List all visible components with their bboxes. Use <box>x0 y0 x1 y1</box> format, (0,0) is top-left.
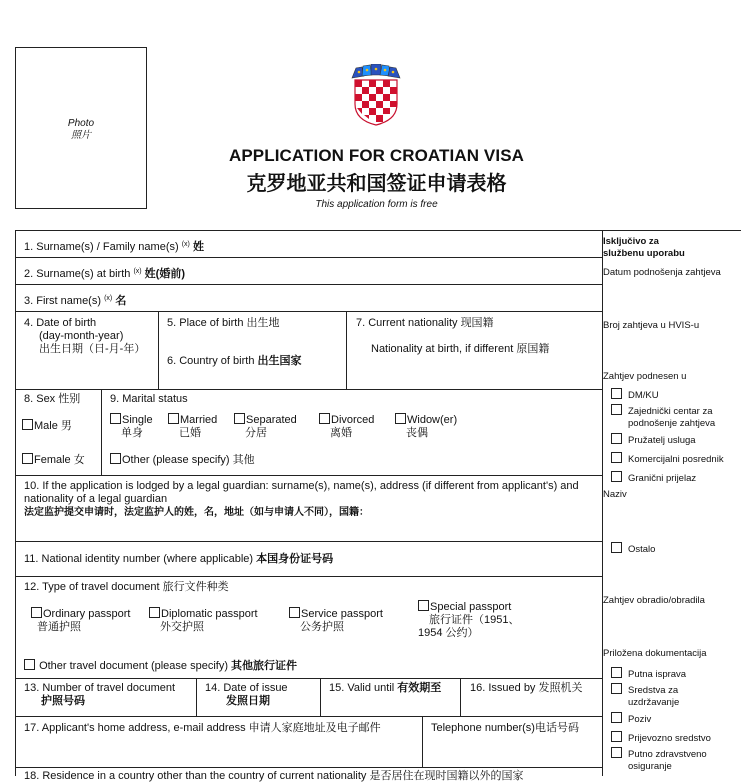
sidebar-doc-invite-checkbox[interactable] <box>611 712 622 723</box>
sidebar-border-checkbox[interactable] <box>611 471 622 482</box>
field-7-nationality-at-birth[interactable]: Nationality at birth, if different 原国籍 <box>371 343 550 355</box>
field-8-sex-label: 8. Sex 性别 <box>24 393 81 405</box>
doc-special-option[interactable]: Special passport 旅行证件（1951、 1954 公约） <box>418 601 520 639</box>
sex-male-option[interactable]: Male 男 <box>22 419 72 433</box>
field-telephone[interactable]: Telephone number(s)电话号码 <box>431 722 579 734</box>
field-5-place-of-birth[interactable]: 5. Place of birth 出生地 <box>167 317 280 329</box>
marital-other-option[interactable]: Other (please specify) 其他 <box>110 453 255 467</box>
sidebar-provider-checkbox[interactable] <box>611 433 622 444</box>
marital-single-option[interactable]: Single 单身 <box>110 413 153 440</box>
marital-widow-option[interactable]: Widow(er) 丧偶 <box>395 413 457 440</box>
field-1-surname[interactable]: 1. Surname(s) / Family name(s) $^{(x)}$ 姓 <box>24 241 204 253</box>
doc-ordinary-option[interactable]: Ordinary passport 普通护照 <box>31 607 130 634</box>
marital-single-checkbox[interactable] <box>110 413 121 424</box>
field-16-issued-by[interactable]: 16. Issued by 发照机关 <box>470 682 583 694</box>
sidebar-processed-label: Zahtjev obradio/obradila <box>603 595 705 606</box>
doc-service-checkbox[interactable] <box>289 607 300 618</box>
field-17-home-address[interactable]: 17. Applicant's home address, e-mail address 申请人家庭地址及电子邮件 <box>24 722 381 734</box>
form-title-chinese: 克罗地亚共和国签证申请表格 <box>246 173 507 195</box>
photo-label: Photo 照片 <box>67 118 95 141</box>
field-13-doc-number[interactable]: 13. Number of travel document 护照号码 <box>24 682 176 707</box>
field-7-nationality[interactable]: 7. Current nationality 现国籍 <box>356 317 494 329</box>
marital-divorced-checkbox[interactable] <box>319 413 330 424</box>
sidebar-doc-health-checkbox[interactable] <box>611 747 622 758</box>
field-4-date-of-birth[interactable]: 4. Date of birth (day-month-year) 出生日期（日-月-年） <box>24 317 146 355</box>
field-6-country-of-birth[interactable]: 6. Country of birth 出生国家 <box>167 355 302 367</box>
sidebar-commercial-checkbox[interactable] <box>611 452 622 463</box>
marital-divorced-option[interactable]: Divorced 离婚 <box>319 413 374 440</box>
form-free-note: This application form is free <box>315 199 438 210</box>
sidebar-opt-other[interactable]: Ostalo <box>611 542 741 556</box>
sidebar-opt-commercial[interactable]: Komercijalni posrednik <box>611 452 741 466</box>
sidebar-doc-travel-checkbox[interactable] <box>611 667 622 678</box>
form-header <box>6 146 741 210</box>
form-title: APPLICATION FOR CROATIAN VISA <box>228 146 525 165</box>
sidebar-opt-dmku[interactable]: DM/KU <box>611 388 741 402</box>
marital-widow-checkbox[interactable] <box>395 413 406 424</box>
field-11-national-id[interactable]: 11. National identity number (where applicable) 本国身份证号码 <box>24 553 334 565</box>
croatian-coat-of-arms-icon <box>350 64 402 126</box>
sex-female-option[interactable]: Female 女 <box>22 453 85 467</box>
field-2-surname-at-birth[interactable]: 2. Surname(s) at birth $^{(x)}$ 姓(婚前) <box>24 268 185 280</box>
doc-service-option[interactable]: Service passport 公务护照 <box>289 607 383 634</box>
sidebar-other-checkbox[interactable] <box>611 542 622 553</box>
sidebar-docs-label: Priložena dokumentacija <box>603 648 707 659</box>
sidebar-doc-transport[interactable]: Prijevozno sredstvo <box>611 731 741 745</box>
sidebar-opt-joint[interactable]: Zajednički centar za podnošenje zahtjeva <box>611 404 741 430</box>
field-18-residence[interactable]: 18. Residence in a country other than the country of current nationality 是否居住在现时国籍以外的国家 <box>24 770 524 782</box>
sidebar-doc-means[interactable]: Sredstva za uzdržavanje <box>611 683 741 709</box>
sidebar-name-label: Naziv <box>603 489 627 500</box>
doc-special-checkbox[interactable] <box>418 600 429 611</box>
sidebar-doc-invite[interactable]: Poziv <box>611 712 741 726</box>
field-9-marital-status-label: 9. Marital status <box>110 393 188 405</box>
marital-married-option[interactable]: Married 已婚 <box>168 413 217 440</box>
sidebar-date-label: Datum podnošenja zahtjeva <box>603 267 721 278</box>
doc-ordinary-checkbox[interactable] <box>31 607 42 618</box>
doc-other-checkbox[interactable] <box>24 659 35 670</box>
marital-married-checkbox[interactable] <box>168 413 179 424</box>
field-10-legal-guardian[interactable]: 10. If the application is lodged by a legal guardian: surname(s), name(s), address (if different from applicant's) and nationality of a legal guardian 法定监护提交申请时，法定监护人的姓，名，地址（如与申请人不同），国籍： <box>24 480 579 518</box>
sidebar-opt-border[interactable]: Granični prijelaz <box>611 471 741 485</box>
sidebar-official-use-heading: Isključivo za službenu uporabu <box>603 236 685 259</box>
sidebar-hvis-label: Broj zahtjeva u HVIS-u <box>603 320 700 331</box>
sidebar-submitted-label: Zahtjev podnesen u <box>603 371 687 382</box>
field-12-travel-doc-type-label: 12. Type of travel document 旅行文件种类 <box>24 581 229 593</box>
marital-separated-option[interactable]: Separated 分居 <box>234 413 297 440</box>
field-3-first-name[interactable]: 3. First name(s) $^{(x)}$ 名 <box>24 295 127 307</box>
sidebar-doc-travel[interactable]: Putna isprava <box>611 667 741 681</box>
doc-other-option[interactable]: Other travel document (please specify) 其他旅行证件 <box>24 659 297 673</box>
sidebar-doc-means-checkbox[interactable] <box>611 683 622 694</box>
marital-separated-checkbox[interactable] <box>234 413 245 424</box>
marital-other-checkbox[interactable] <box>110 453 121 464</box>
sidebar-dmku-checkbox[interactable] <box>611 388 622 399</box>
field-15-valid-until[interactable]: 15. Valid until 有效期至 <box>329 682 442 694</box>
sidebar-doc-transport-checkbox[interactable] <box>611 731 622 742</box>
sidebar-opt-provider[interactable]: Pružatelj usluga <box>611 433 741 447</box>
sex-female-checkbox[interactable] <box>22 453 33 464</box>
sidebar-doc-health[interactable]: Putno zdravstveno osiguranje <box>611 747 741 773</box>
doc-diplomatic-option[interactable]: Diplomatic passport 外交护照 <box>149 607 258 634</box>
sex-male-checkbox[interactable] <box>22 419 33 430</box>
field-14-date-of-issue[interactable]: 14. Date of issue 发照日期 <box>205 682 288 707</box>
sidebar-joint-checkbox[interactable] <box>611 404 622 415</box>
doc-diplomatic-checkbox[interactable] <box>149 607 160 618</box>
